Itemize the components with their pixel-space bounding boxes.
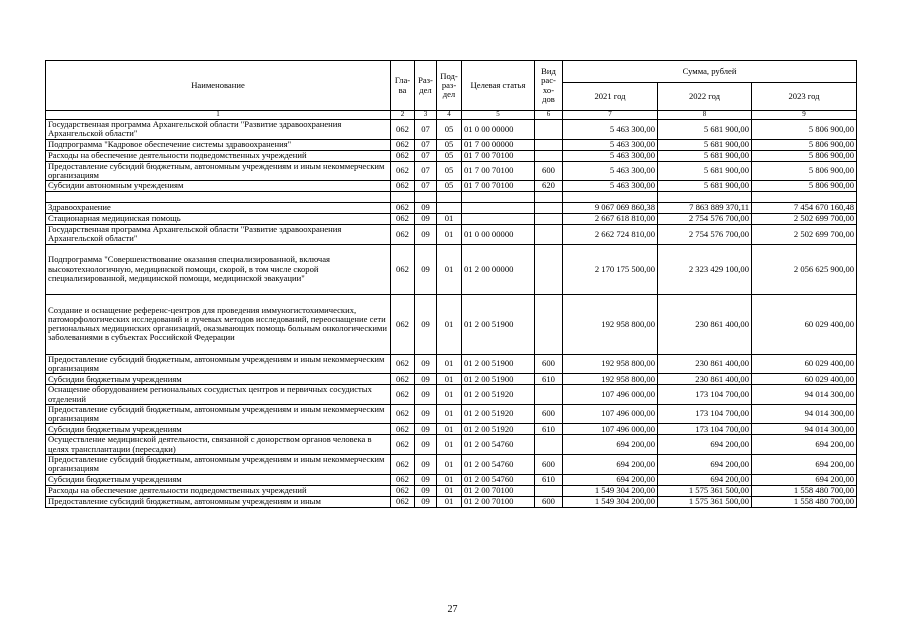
table-row — [46, 181, 857, 192]
row-amount-2022: 2 754 576 700,00 — [658, 214, 752, 225]
row-razdel: 09 — [415, 225, 437, 245]
row-amount-2021: 5 463 300,00 — [563, 161, 658, 181]
row-vid: 600 — [535, 496, 563, 507]
header-2022: 2022 год — [658, 83, 752, 111]
row-name: Субсидии бюджетным учреждениям — [46, 474, 391, 485]
row-amount-2022: 5 681 900,00 — [658, 120, 752, 140]
table-row — [46, 354, 857, 374]
row-razdel: 07 — [415, 181, 437, 192]
row-name: Предоставление субсидий бюджетным, автономным учреждениям и иным некоммерческим организациям — [46, 404, 391, 424]
row-name: Осуществление медицинской деятельности, связанной с донорством органов человека в целях трансплантации (пересадки) — [46, 435, 391, 455]
row-razdel: 09 — [415, 474, 437, 485]
row-podrazdel — [437, 203, 462, 214]
row-glava: 062 — [391, 485, 415, 496]
row-podrazdel: 01 — [437, 424, 462, 435]
row-razdel: 07 — [415, 120, 437, 140]
row-amount-2023: 2 056 625 900,00 — [752, 244, 857, 294]
table-row — [46, 150, 857, 161]
row-amount-2022: 230 861 400,00 — [658, 294, 752, 354]
row-glava: 062 — [391, 181, 415, 192]
row-podrazdel: 01 — [437, 485, 462, 496]
row-name: Предоставление субсидий бюджетным, автономным учреждениям и иным некоммерческим организациям — [46, 454, 391, 474]
row-name — [46, 192, 391, 203]
row-amount-2021: 192 958 800,00 — [563, 294, 658, 354]
row-vid: 610 — [535, 374, 563, 385]
table-row — [46, 139, 857, 150]
row-glava: 062 — [391, 435, 415, 455]
row-vid: 600 — [535, 161, 563, 181]
page-number: 27 — [447, 604, 458, 615]
table-row — [46, 424, 857, 435]
row-razdel: 09 — [415, 214, 437, 225]
table-row — [46, 385, 857, 405]
row-podrazdel: 01 — [437, 435, 462, 455]
table-row — [46, 404, 857, 424]
row-name: Субсидии бюджетным учреждениям — [46, 374, 391, 385]
row-vid — [535, 244, 563, 294]
table-row — [46, 120, 857, 140]
row-glava — [391, 192, 415, 203]
header-name: Наименование — [46, 61, 391, 111]
row-razdel: 09 — [415, 454, 437, 474]
row-target: 01 2 00 70100 — [462, 485, 535, 496]
row-razdel: 07 — [415, 139, 437, 150]
table-row — [46, 474, 857, 485]
row-name: Субсидии бюджетным учреждениям — [46, 424, 391, 435]
row-razdel: 09 — [415, 294, 437, 354]
row-target: 01 2 00 70100 — [462, 496, 535, 507]
row-name: Подпрограмма "Совершенствование оказания специализированной, включая высокотехнологичную, медицинской помощи, скорой, в том числе скорой специализированной, медицинской помощи, медицинской эвакуации" — [46, 244, 391, 294]
row-razdel: 09 — [415, 374, 437, 385]
row-amount-2021: 5 463 300,00 — [563, 120, 658, 140]
row-glava: 062 — [391, 354, 415, 374]
row-podrazdel: 01 — [437, 294, 462, 354]
row-podrazdel: 01 — [437, 225, 462, 245]
column-index-row — [46, 111, 857, 120]
row-amount-2021: 5 463 300,00 — [563, 150, 658, 161]
row-glava: 062 — [391, 150, 415, 161]
row-vid: 620 — [535, 181, 563, 192]
table-row — [46, 496, 857, 507]
row-target: 01 2 00 51920 — [462, 404, 535, 424]
row-amount-2022 — [658, 192, 752, 203]
row-vid — [535, 203, 563, 214]
row-vid: 610 — [535, 474, 563, 485]
budget-table — [45, 60, 857, 508]
row-amount-2022: 5 681 900,00 — [658, 181, 752, 192]
row-podrazdel: 05 — [437, 181, 462, 192]
header-podrazdel: Под-раз-дел — [437, 61, 462, 111]
row-target: 01 7 00 70100 — [462, 161, 535, 181]
row-razdel: 09 — [415, 244, 437, 294]
row-amount-2021 — [563, 192, 658, 203]
row-amount-2022: 230 861 400,00 — [658, 374, 752, 385]
index-cell: 6 — [535, 111, 563, 120]
row-glava: 062 — [391, 139, 415, 150]
table-body — [46, 120, 857, 508]
row-amount-2021: 2 662 724 810,00 — [563, 225, 658, 245]
row-glava: 062 — [391, 474, 415, 485]
row-amount-2022: 173 104 700,00 — [658, 424, 752, 435]
row-vid — [535, 435, 563, 455]
row-podrazdel: 01 — [437, 404, 462, 424]
row-amount-2023: 5 806 900,00 — [752, 181, 857, 192]
row-target: 01 2 00 00000 — [462, 244, 535, 294]
row-vid — [535, 120, 563, 140]
row-amount-2021: 107 496 000,00 — [563, 404, 658, 424]
index-cell: 9 — [752, 111, 857, 120]
table-row — [46, 214, 857, 225]
row-glava: 062 — [391, 424, 415, 435]
row-name: Расходы на обеспечение деятельности подведомственных учреждений — [46, 150, 391, 161]
header-2021: 2021 год — [563, 83, 658, 111]
row-podrazdel — [437, 192, 462, 203]
row-amount-2022: 173 104 700,00 — [658, 385, 752, 405]
row-target: 01 0 00 00000 — [462, 120, 535, 140]
header-target: Целевая статья — [462, 61, 535, 111]
row-podrazdel: 05 — [437, 150, 462, 161]
row-podrazdel: 01 — [437, 454, 462, 474]
row-name: Предоставление субсидий бюджетным, автономным учреждениям и иным некоммерческим организациям — [46, 161, 391, 181]
table-row — [46, 435, 857, 455]
row-glava: 062 — [391, 454, 415, 474]
row-amount-2021: 694 200,00 — [563, 454, 658, 474]
row-amount-2021: 192 958 800,00 — [563, 354, 658, 374]
spacer-row — [46, 192, 857, 203]
row-podrazdel: 01 — [437, 474, 462, 485]
row-amount-2023 — [752, 192, 857, 203]
row-amount-2023: 694 200,00 — [752, 435, 857, 455]
row-glava: 062 — [391, 203, 415, 214]
row-glava: 062 — [391, 294, 415, 354]
row-target: 01 2 00 54760 — [462, 474, 535, 485]
table-row — [46, 454, 857, 474]
row-name: Предоставление субсидий бюджетным, автономным учреждениям и иным — [46, 496, 391, 507]
row-target: 01 0 00 00000 — [462, 225, 535, 245]
table-row — [46, 203, 857, 214]
row-glava: 062 — [391, 244, 415, 294]
row-podrazdel: 01 — [437, 354, 462, 374]
row-amount-2022: 230 861 400,00 — [658, 354, 752, 374]
row-target: 01 2 00 51920 — [462, 424, 535, 435]
row-amount-2022: 5 681 900,00 — [658, 150, 752, 161]
table-row — [46, 225, 857, 245]
row-glava: 062 — [391, 225, 415, 245]
row-razdel: 09 — [415, 354, 437, 374]
row-amount-2022: 2 754 576 700,00 — [658, 225, 752, 245]
row-razdel: 09 — [415, 435, 437, 455]
row-vid — [535, 485, 563, 496]
row-glava: 062 — [391, 120, 415, 140]
row-vid — [535, 225, 563, 245]
row-amount-2021: 1 549 304 200,00 — [563, 485, 658, 496]
row-razdel: 09 — [415, 385, 437, 405]
table-row — [46, 294, 857, 354]
table-row — [46, 485, 857, 496]
row-amount-2022: 5 681 900,00 — [658, 139, 752, 150]
row-razdel: 09 — [415, 424, 437, 435]
row-target — [462, 214, 535, 225]
header-glava: Гла-ва — [391, 61, 415, 111]
row-amount-2023: 694 200,00 — [752, 454, 857, 474]
row-name: Создание и оснащение референс-центров для проведения иммуногистохимических, патоморфологических исследований и лучевых методов исследований, переоснащение сети региональных медицинских организаций, оказывающих помощь больным онкологическими заболеваниями в субъектах Российской Федерации — [46, 294, 391, 354]
table-row — [46, 244, 857, 294]
row-target — [462, 203, 535, 214]
row-podrazdel: 01 — [437, 374, 462, 385]
row-amount-2023: 694 200,00 — [752, 474, 857, 485]
row-amount-2021: 5 463 300,00 — [563, 139, 658, 150]
header-razdel: Раз-дел — [415, 61, 437, 111]
row-target: 01 2 00 51920 — [462, 385, 535, 405]
row-amount-2023: 7 454 670 160,48 — [752, 203, 857, 214]
row-glava: 062 — [391, 374, 415, 385]
row-podrazdel: 01 — [437, 214, 462, 225]
row-podrazdel: 05 — [437, 120, 462, 140]
row-amount-2023: 5 806 900,00 — [752, 120, 857, 140]
row-vid — [535, 214, 563, 225]
row-amount-2023: 2 502 699 700,00 — [752, 225, 857, 245]
row-amount-2023: 94 014 300,00 — [752, 424, 857, 435]
index-cell: 7 — [563, 111, 658, 120]
index-cell: 2 — [391, 111, 415, 120]
row-razdel — [415, 192, 437, 203]
row-razdel: 09 — [415, 496, 437, 507]
row-name: Стационарная медицинская помощь — [46, 214, 391, 225]
index-cell: 8 — [658, 111, 752, 120]
row-amount-2023: 2 502 699 700,00 — [752, 214, 857, 225]
row-amount-2021: 107 496 000,00 — [563, 385, 658, 405]
row-glava: 062 — [391, 161, 415, 181]
row-razdel: 07 — [415, 161, 437, 181]
index-cell: 4 — [437, 111, 462, 120]
row-amount-2022: 2 323 429 100,00 — [658, 244, 752, 294]
row-name: Государственная программа Архангельской области "Развитие здравоохранения Архангельской области" — [46, 120, 391, 140]
row-razdel: 09 — [415, 485, 437, 496]
row-razdel: 09 — [415, 404, 437, 424]
row-amount-2023: 60 029 400,00 — [752, 294, 857, 354]
row-amount-2023: 94 014 300,00 — [752, 385, 857, 405]
row-amount-2021: 192 958 800,00 — [563, 374, 658, 385]
row-vid — [535, 150, 563, 161]
index-cell: 5 — [462, 111, 535, 120]
row-razdel: 09 — [415, 203, 437, 214]
row-target: 01 2 00 54760 — [462, 454, 535, 474]
row-name: Здравоохранение — [46, 203, 391, 214]
row-name: Предоставление субсидий бюджетным, автономным учреждениям и иным некоммерческим организациям — [46, 354, 391, 374]
row-podrazdel: 01 — [437, 244, 462, 294]
row-amount-2023: 94 014 300,00 — [752, 404, 857, 424]
row-amount-2021: 9 067 069 860,38 — [563, 203, 658, 214]
row-name: Оснащение оборудованием региональных сосудистых центров и первичных сосудистых отделений — [46, 385, 391, 405]
row-name: Государственная программа Архангельской области "Развитие здравоохранения Архангельской области" — [46, 225, 391, 245]
row-vid — [535, 192, 563, 203]
header-sum: Сумма, рублей — [563, 61, 857, 83]
row-target: 01 7 00 00000 — [462, 139, 535, 150]
row-vid — [535, 294, 563, 354]
row-amount-2022: 7 863 889 370,11 — [658, 203, 752, 214]
row-amount-2021: 107 496 000,00 — [563, 424, 658, 435]
row-vid: 600 — [535, 404, 563, 424]
row-glava: 062 — [391, 214, 415, 225]
row-amount-2021: 694 200,00 — [563, 435, 658, 455]
row-glava: 062 — [391, 496, 415, 507]
row-razdel: 07 — [415, 150, 437, 161]
row-amount-2022: 694 200,00 — [658, 454, 752, 474]
row-amount-2021: 2 170 175 500,00 — [563, 244, 658, 294]
row-amount-2023: 5 806 900,00 — [752, 150, 857, 161]
row-target: 01 7 00 70100 — [462, 181, 535, 192]
row-vid: 610 — [535, 424, 563, 435]
row-vid — [535, 385, 563, 405]
row-amount-2022: 1 575 361 500,00 — [658, 496, 752, 507]
row-amount-2022: 5 681 900,00 — [658, 161, 752, 181]
row-amount-2021: 2 667 618 810,00 — [563, 214, 658, 225]
row-podrazdel: 01 — [437, 385, 462, 405]
row-target: 01 2 00 51900 — [462, 354, 535, 374]
row-name: Субсидии автономным учреждениям — [46, 181, 391, 192]
row-podrazdel: 05 — [437, 161, 462, 181]
row-target — [462, 192, 535, 203]
row-amount-2023: 1 558 480 700,00 — [752, 485, 857, 496]
row-name: Расходы на обеспечение деятельности подведомственных учреждений — [46, 485, 391, 496]
row-amount-2022: 173 104 700,00 — [658, 404, 752, 424]
row-target: 01 2 00 51900 — [462, 294, 535, 354]
row-podrazdel: 05 — [437, 139, 462, 150]
row-target: 01 2 00 54760 — [462, 435, 535, 455]
row-vid: 600 — [535, 354, 563, 374]
table-row — [46, 161, 857, 181]
row-vid: 600 — [535, 454, 563, 474]
row-name: Подпрограмма "Кадровое обеспечение системы здравоохранения" — [46, 139, 391, 150]
row-podrazdel: 01 — [437, 496, 462, 507]
row-amount-2022: 694 200,00 — [658, 435, 752, 455]
row-target: 01 7 00 70100 — [462, 150, 535, 161]
row-amount-2023: 1 558 480 700,00 — [752, 496, 857, 507]
header-2023: 2023 год — [752, 83, 857, 111]
row-amount-2021: 1 549 304 200,00 — [563, 496, 658, 507]
index-cell: 1 — [46, 111, 391, 120]
row-amount-2021: 5 463 300,00 — [563, 181, 658, 192]
row-amount-2023: 60 029 400,00 — [752, 354, 857, 374]
row-amount-2023: 60 029 400,00 — [752, 374, 857, 385]
row-glava: 062 — [391, 385, 415, 405]
row-vid — [535, 139, 563, 150]
index-cell: 3 — [415, 111, 437, 120]
row-glava: 062 — [391, 404, 415, 424]
row-amount-2023: 5 806 900,00 — [752, 139, 857, 150]
row-amount-2021: 694 200,00 — [563, 474, 658, 485]
table-row — [46, 374, 857, 385]
row-amount-2022: 1 575 361 500,00 — [658, 485, 752, 496]
row-amount-2022: 694 200,00 — [658, 474, 752, 485]
row-amount-2023: 5 806 900,00 — [752, 161, 857, 181]
header-vid: Вид рас-хо-дов — [535, 61, 563, 111]
row-target: 01 2 00 51900 — [462, 374, 535, 385]
